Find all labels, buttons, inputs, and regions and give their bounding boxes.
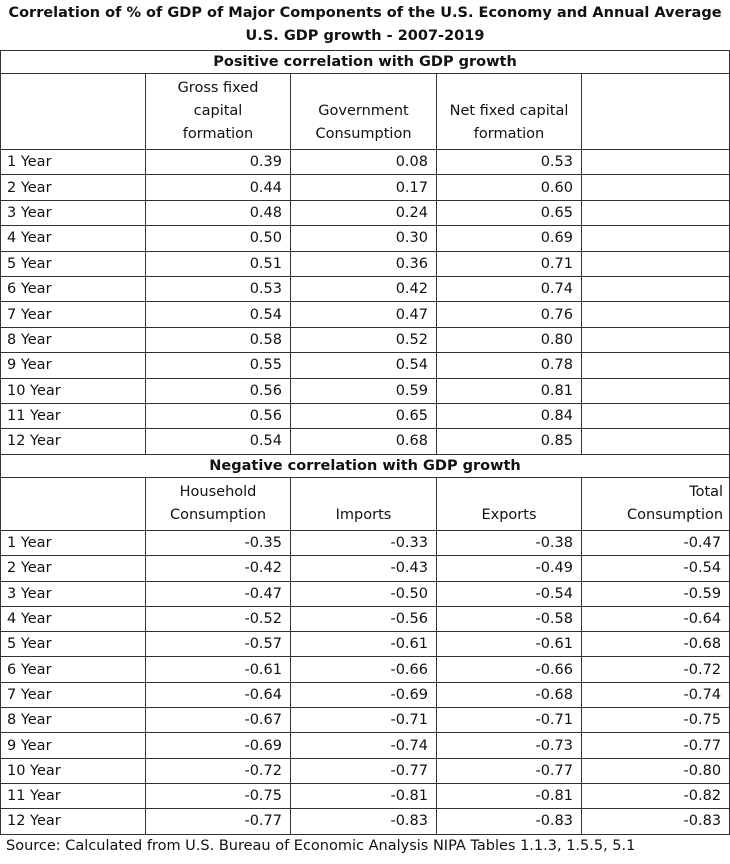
table-cell: 0.44 bbox=[146, 175, 291, 200]
table-row bbox=[1, 682, 730, 707]
table-cell: -0.75 bbox=[582, 708, 730, 733]
table-cell: -0.68 bbox=[437, 682, 582, 707]
table-row bbox=[1, 251, 730, 276]
table-cell: -0.56 bbox=[291, 606, 437, 631]
row-label: 5 Year bbox=[1, 632, 146, 657]
table-cell: 0.58 bbox=[146, 327, 291, 352]
table-cell: -0.74 bbox=[582, 682, 730, 707]
table-cell: -0.67 bbox=[146, 708, 291, 733]
table-cell: 0.42 bbox=[291, 276, 437, 301]
column-header-line: Government bbox=[318, 103, 409, 119]
table-row bbox=[1, 378, 730, 403]
table-cell: -0.71 bbox=[291, 708, 437, 733]
row-label: 10 Year bbox=[1, 378, 146, 403]
source-note: Source: Calculated from U.S. Bureau of Economic Analysis NIPA Tables 1.1.3, 1.5.5, 5.1 bbox=[6, 838, 636, 854]
table-cell: 0.60 bbox=[437, 175, 582, 200]
row-label: 5 Year bbox=[1, 251, 146, 276]
table-cell bbox=[582, 327, 730, 352]
column-header-line: Consumption bbox=[315, 126, 412, 142]
table-cell: -0.73 bbox=[437, 733, 582, 758]
table-row bbox=[1, 809, 730, 834]
table-row bbox=[1, 429, 730, 454]
row-label: 4 Year bbox=[1, 606, 146, 631]
negative-column-header-2 bbox=[291, 478, 437, 531]
table-cell: 0.39 bbox=[146, 150, 291, 175]
table-cell bbox=[582, 175, 730, 200]
row-label: 10 Year bbox=[1, 758, 146, 783]
table-row bbox=[1, 175, 730, 200]
row-label: 8 Year bbox=[1, 327, 146, 352]
table-cell: -0.77 bbox=[146, 809, 291, 834]
table-cell: -0.47 bbox=[146, 581, 291, 606]
column-header-line: formation bbox=[182, 126, 254, 142]
row-label: 6 Year bbox=[1, 657, 146, 682]
row-label: 4 Year bbox=[1, 226, 146, 251]
table-cell bbox=[582, 353, 730, 378]
table-cell: -0.82 bbox=[582, 783, 730, 808]
table-cell: -0.77 bbox=[582, 733, 730, 758]
negative-column-header-4 bbox=[582, 478, 730, 531]
table-cell: -0.35 bbox=[146, 531, 291, 556]
table-row bbox=[1, 226, 730, 251]
table-cell: 0.17 bbox=[291, 175, 437, 200]
row-label-header bbox=[1, 478, 146, 531]
table-cell: 0.55 bbox=[146, 353, 291, 378]
table-cell: 0.85 bbox=[437, 429, 582, 454]
table-cell: -0.69 bbox=[291, 682, 437, 707]
row-label: 2 Year bbox=[1, 556, 146, 581]
table-cell: -0.77 bbox=[291, 758, 437, 783]
table-cell: -0.64 bbox=[582, 606, 730, 631]
table-cell: 0.53 bbox=[437, 150, 582, 175]
table-cell: 0.84 bbox=[437, 403, 582, 428]
table-cell: -0.38 bbox=[437, 531, 582, 556]
table-cell: 0.54 bbox=[291, 353, 437, 378]
table-cell: -0.58 bbox=[437, 606, 582, 631]
table-cell: -0.72 bbox=[582, 657, 730, 682]
table-cell bbox=[582, 251, 730, 276]
table-cell: -0.61 bbox=[291, 632, 437, 657]
table-cell bbox=[582, 226, 730, 251]
row-label: 1 Year bbox=[1, 531, 146, 556]
table-cell: 0.24 bbox=[291, 200, 437, 225]
row-label: 7 Year bbox=[1, 682, 146, 707]
negative-correlation-table bbox=[0, 454, 730, 835]
row-label: 8 Year bbox=[1, 708, 146, 733]
table-row bbox=[1, 708, 730, 733]
positive-correlation-table bbox=[0, 50, 730, 455]
table-row bbox=[1, 353, 730, 378]
table-cell bbox=[582, 429, 730, 454]
table-row bbox=[1, 733, 730, 758]
table-cell bbox=[582, 150, 730, 175]
table-cell: 0.80 bbox=[437, 327, 582, 352]
positive-column-header-1 bbox=[146, 74, 291, 150]
table-cell: -0.64 bbox=[146, 682, 291, 707]
table-cell: 0.59 bbox=[291, 378, 437, 403]
table-cell bbox=[582, 276, 730, 301]
table-cell: -0.61 bbox=[146, 657, 291, 682]
table-cell: 0.71 bbox=[437, 251, 582, 276]
title-line-2: U.S. GDP growth - 2007-2019 bbox=[245, 28, 485, 44]
table-cell: 0.47 bbox=[291, 302, 437, 327]
table-cell: 0.54 bbox=[146, 429, 291, 454]
table-cell: -0.59 bbox=[582, 581, 730, 606]
table-row bbox=[1, 783, 730, 808]
table-cell: 0.53 bbox=[146, 276, 291, 301]
table-cell: -0.80 bbox=[582, 758, 730, 783]
table-cell: -0.66 bbox=[437, 657, 582, 682]
table-cell: -0.47 bbox=[582, 531, 730, 556]
table-row bbox=[1, 327, 730, 352]
table-cell: -0.43 bbox=[291, 556, 437, 581]
column-header-line: Consumption bbox=[627, 507, 724, 523]
table-cell: 0.81 bbox=[437, 378, 582, 403]
table-cell: -0.66 bbox=[291, 657, 437, 682]
table-cell: -0.81 bbox=[437, 783, 582, 808]
table-cell: -0.83 bbox=[437, 809, 582, 834]
row-label: 11 Year bbox=[1, 403, 146, 428]
positive-column-header-2 bbox=[291, 74, 437, 150]
negative-column-header-1 bbox=[146, 478, 291, 531]
table-cell: 0.51 bbox=[146, 251, 291, 276]
row-label: 7 Year bbox=[1, 302, 146, 327]
table-cell: 0.54 bbox=[146, 302, 291, 327]
table-row bbox=[1, 606, 730, 631]
table-cell: 0.30 bbox=[291, 226, 437, 251]
table-cell: -0.72 bbox=[146, 758, 291, 783]
table-cell: -0.57 bbox=[146, 632, 291, 657]
row-label: 11 Year bbox=[1, 783, 146, 808]
table-cell: 0.48 bbox=[146, 200, 291, 225]
table-cell: 0.68 bbox=[291, 429, 437, 454]
row-label: 2 Year bbox=[1, 175, 146, 200]
table-cell: -0.42 bbox=[146, 556, 291, 581]
row-label: 6 Year bbox=[1, 276, 146, 301]
table-row bbox=[1, 200, 730, 225]
table-row bbox=[1, 531, 730, 556]
table-cell: -0.83 bbox=[582, 809, 730, 834]
table-cell: -0.33 bbox=[291, 531, 437, 556]
table-cell: -0.81 bbox=[291, 783, 437, 808]
table-cell: 0.52 bbox=[291, 327, 437, 352]
table-row bbox=[1, 556, 730, 581]
table-cell bbox=[582, 378, 730, 403]
table-cell: 0.50 bbox=[146, 226, 291, 251]
negative-section-heading: Negative correlation with GDP growth bbox=[1, 455, 730, 478]
table-cell: 0.74 bbox=[437, 276, 582, 301]
table-row bbox=[1, 581, 730, 606]
table-cell: -0.54 bbox=[582, 556, 730, 581]
row-label: 3 Year bbox=[1, 200, 146, 225]
table-cell: -0.75 bbox=[146, 783, 291, 808]
row-label-header bbox=[1, 74, 146, 150]
table-cell: 0.65 bbox=[291, 403, 437, 428]
table-cell: -0.74 bbox=[291, 733, 437, 758]
table-cell bbox=[582, 403, 730, 428]
table-row bbox=[1, 150, 730, 175]
positive-section-heading: Positive correlation with GDP growth bbox=[1, 51, 730, 74]
table-row bbox=[1, 632, 730, 657]
column-header-line: Total bbox=[689, 484, 724, 500]
table-cell: -0.52 bbox=[146, 606, 291, 631]
table-row bbox=[1, 403, 730, 428]
column-header-line: Imports bbox=[335, 507, 392, 523]
table-cell: 0.56 bbox=[146, 378, 291, 403]
column-header-line: Net fixed capital bbox=[449, 103, 569, 119]
column-header-line: formation bbox=[473, 126, 545, 142]
table-cell: -0.61 bbox=[437, 632, 582, 657]
table-cell: -0.83 bbox=[291, 809, 437, 834]
table-row bbox=[1, 657, 730, 682]
table-row bbox=[1, 302, 730, 327]
negative-column-header-3 bbox=[437, 478, 582, 531]
title-line-1: Correlation of % of GDP of Major Components of the U.S. Economy and Annual Average bbox=[8, 5, 722, 21]
column-header-line: Gross fixed bbox=[177, 80, 259, 96]
row-label: 9 Year bbox=[1, 353, 146, 378]
table-cell: -0.71 bbox=[437, 708, 582, 733]
positive-column-header-4 bbox=[582, 74, 730, 150]
table-cell: 0.36 bbox=[291, 251, 437, 276]
table-cell bbox=[582, 200, 730, 225]
table-cell: -0.77 bbox=[437, 758, 582, 783]
table-cell: -0.50 bbox=[291, 581, 437, 606]
table-cell: 0.76 bbox=[437, 302, 582, 327]
row-label: 3 Year bbox=[1, 581, 146, 606]
table-cell bbox=[582, 302, 730, 327]
table-cell: 0.78 bbox=[437, 353, 582, 378]
row-label: 9 Year bbox=[1, 733, 146, 758]
table-row bbox=[1, 758, 730, 783]
table-title bbox=[0, 2, 730, 48]
table-cell: -0.49 bbox=[437, 556, 582, 581]
row-label: 1 Year bbox=[1, 150, 146, 175]
table-cell: -0.69 bbox=[146, 733, 291, 758]
table-row bbox=[1, 276, 730, 301]
positive-column-header-3 bbox=[437, 74, 582, 150]
table-cell: -0.68 bbox=[582, 632, 730, 657]
table-cell: 0.56 bbox=[146, 403, 291, 428]
column-header-line: Household bbox=[179, 484, 257, 500]
row-label: 12 Year bbox=[1, 429, 146, 454]
table-cell: 0.69 bbox=[437, 226, 582, 251]
column-header-line: Consumption bbox=[169, 507, 267, 523]
row-label: 12 Year bbox=[1, 809, 146, 834]
table-cell: 0.65 bbox=[437, 200, 582, 225]
column-header-line: Exports bbox=[481, 507, 537, 523]
table-cell: -0.54 bbox=[437, 581, 582, 606]
column-header-line: capital bbox=[193, 103, 243, 119]
table-cell: 0.08 bbox=[291, 150, 437, 175]
